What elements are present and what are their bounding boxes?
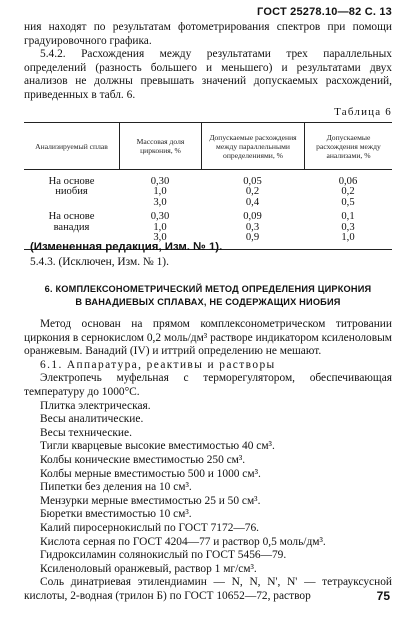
- table-cell: 0,5: [341, 196, 355, 208]
- table-cell: 3,0: [153, 196, 167, 208]
- page-number: 75: [376, 589, 390, 603]
- table-body: [24, 170, 392, 243]
- table-cell: 0,30: [150, 176, 170, 187]
- table-cell: 0,06: [338, 176, 358, 187]
- section-title-line1: 6. КОМПЛЕКСОНОМЕТРИЧЕСКИЙ МЕТОД ОПРЕДЕЛЕНИЯ ЦИРКОНИЯ: [44, 284, 372, 294]
- list-item: Кислота серная по ГОСТ 4204—77 и раствор 0,5 моль/дм³.: [40, 535, 326, 548]
- table-cell: 0,3: [341, 221, 355, 233]
- column-analysis-tolerance: [304, 170, 392, 243]
- tolerance-table: [24, 122, 392, 250]
- page-header: ГОСТ 25278.10—82 С. 13: [257, 6, 392, 18]
- header-alloy: Анализируемый сплав: [35, 141, 108, 151]
- section-title-line2: В ВАНАДИЕВЫХ СПЛАВАХ, НЕ СОДЕРЖАЩИХ НИОБИЯ: [75, 297, 341, 308]
- header-parallel-tolerance: Допускаемые расхождения между параллельными определениями, %: [201, 123, 304, 169]
- intro-text: [24, 21, 392, 103]
- list-item: Колбы конические вместимостью 250 см³.: [40, 453, 246, 466]
- list-item: Весы технические.: [40, 426, 132, 439]
- furnace-paragraph: Электропечь муфельная с терморегулятором, обеспечивающая температуру до 1000°С.: [24, 372, 392, 398]
- table-cell: 3,0: [153, 231, 167, 243]
- table-cell: 0,2: [245, 186, 260, 198]
- paragraph-continuation: ния находят по результатам фотометрирования спектров при помощи градуировочного графика.: [24, 21, 392, 47]
- trilon-paragraph: Соль динатриевая этилендиамин — N, N, N', N' — тетрауксусной кислоты, 2-водная (трилон Б) по ГОСТ 10652—72, раствор: [24, 576, 392, 602]
- list-item: Пипетки без деления на 10 см³.: [40, 481, 192, 494]
- table-cell: 0,05: [243, 176, 262, 187]
- list-item: Колбы мерные вместимостью 500 и 1000 см³.: [40, 467, 261, 480]
- table-cell: На основе: [48, 211, 95, 223]
- paragraph-5-4-2: 5.4.2. Расхождения между результатами трех параллельных определений (разность большего и меньшего) и результатами двух анализов не должны превышать значений допускаемых расхождений, приведенных в табл. 6.: [24, 48, 392, 101]
- section-6-body: [24, 318, 392, 603]
- table-cell: ванадия: [53, 221, 90, 233]
- table-cell: 0,2: [341, 186, 355, 198]
- table-cell: 1,0: [341, 231, 355, 243]
- table-header-row: [24, 122, 392, 170]
- table-cell: 0,09: [243, 211, 262, 223]
- list-item: Мензурки мерные вместимостью 25 и 50 см³.: [40, 494, 261, 507]
- table-cell: 0,9: [245, 231, 260, 243]
- column-mass-fraction: [119, 170, 201, 243]
- table-caption: Таблица 6: [334, 106, 392, 118]
- table-cell: 1,0: [153, 221, 167, 233]
- header-analysis-tolerance: Допускаемые расхождения между анализами, %: [304, 123, 392, 169]
- list-item: Гидроксиламин солянокислый по ГОСТ 5456—79.: [40, 549, 287, 562]
- table-cell: 1,0: [153, 186, 167, 198]
- list-item: Ксиленоловый оранжевый, раствор 1 мг/см³.: [40, 562, 257, 575]
- amendment-note: (Измененная редакция, Изм. № 1).: [30, 241, 223, 253]
- list-item: Тигли кварцевые высокие вместимостью 40 см³.: [40, 440, 275, 453]
- table-cell: 0,4: [245, 196, 260, 208]
- table-cell: ниобия: [55, 186, 88, 198]
- table-cell: На основе: [48, 176, 95, 187]
- list-item: Весы аналитические.: [40, 413, 144, 426]
- table-cell: 0,3: [245, 221, 260, 233]
- header-mass-fraction: Массовая доля циркония, %: [119, 123, 201, 169]
- list-item: Плитка электрическая.: [40, 399, 151, 412]
- section-6-title: [24, 283, 392, 310]
- list-item: Бюретки вместимостью 10 см³.: [40, 508, 192, 521]
- list-item: Калий пиросернокислый по ГОСТ 7172—76.: [40, 521, 260, 534]
- column-parallel-tolerance: [201, 170, 304, 243]
- method-paragraph: Метод основан на прямом комплексонометрическом титровании циркония в сернокислом 0,2 моль/дм³ растворе индикатором ксиленоловым оранжевым. Ванадий (IV) и иттрий определению не мешают.: [24, 318, 392, 358]
- table-cell: 0,1: [341, 211, 355, 223]
- table-cell: 0,30: [150, 211, 170, 223]
- excluded-clause: 5.4.3. (Исключен, Изм. № 1).: [30, 256, 169, 268]
- column-alloy: [24, 170, 119, 243]
- subsection-6-1: 6.1. Аппаратура, реактивы и растворы: [40, 358, 276, 371]
